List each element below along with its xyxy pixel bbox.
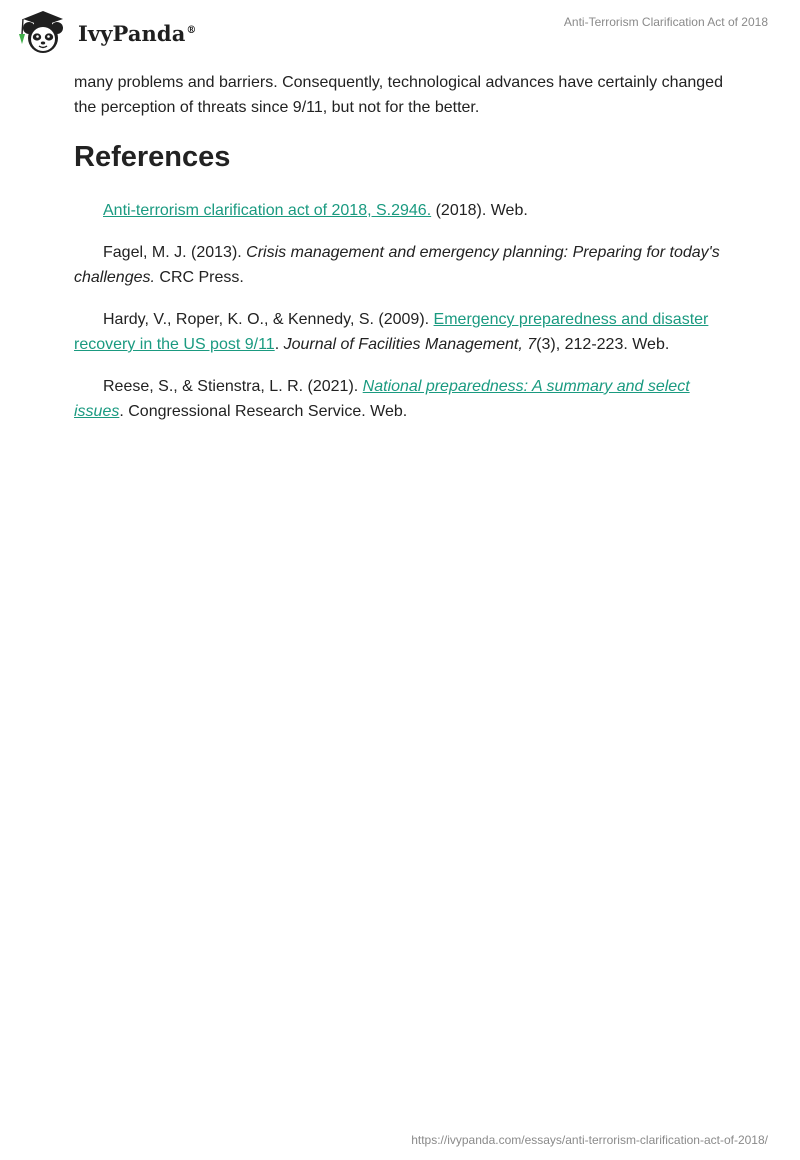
reference-link[interactable]: Anti-terrorism clarification act of 2018, S.2946. bbox=[103, 202, 432, 219]
brand-name: IvyPanda® bbox=[78, 20, 197, 46]
reference-text: (3), 212-223. Web. bbox=[536, 336, 670, 353]
reference-item bbox=[74, 374, 730, 424]
document-body bbox=[74, 70, 730, 441]
page-footer-url: https://ivypanda.com/essays/anti-terrorism-clarification-act-of-2018/ bbox=[411, 1133, 768, 1147]
reference-title: Crisis management and emergency planning: Preparing for today's challenges. bbox=[74, 244, 720, 286]
reference-item bbox=[74, 307, 730, 357]
reference-text: . Congressional Research Service. Web. bbox=[119, 403, 408, 420]
reference-authors: Hardy, V., Roper, K. O., & Kennedy, S. (2009). bbox=[103, 311, 434, 328]
reference-link-title: National preparedness: A summary and select issues bbox=[74, 378, 690, 420]
registered-mark: ® bbox=[186, 24, 197, 36]
reference-authors: Reese, S., & Stienstra, L. R. (2021). bbox=[103, 378, 363, 395]
reference-item bbox=[74, 240, 730, 290]
reference-item bbox=[74, 198, 730, 223]
ivypanda-logo[interactable] bbox=[14, 8, 197, 56]
references-heading: References bbox=[74, 141, 231, 173]
document-title: Anti-Terrorism Clarification Act of 2018 bbox=[563, 15, 768, 29]
reference-authors: Fagel, M. J. (2013). bbox=[103, 244, 247, 261]
body-paragraph: many problems and barriers. Consequently, technological advances have certainly changed the perception of threats since 9/11, but not for the better. bbox=[74, 74, 723, 116]
reference-separator: . bbox=[274, 336, 284, 353]
reference-text: CRC Press. bbox=[154, 269, 244, 286]
panda-graduate-icon bbox=[14, 8, 76, 56]
reference-link[interactable]: Emergency preparedness and disaster recovery in the US post 9/11 bbox=[74, 311, 709, 353]
reference-journal: Journal of Facilities Management, 7 bbox=[283, 336, 537, 353]
page-header bbox=[0, 0, 800, 70]
reference-text: (2018). Web. bbox=[431, 202, 528, 219]
